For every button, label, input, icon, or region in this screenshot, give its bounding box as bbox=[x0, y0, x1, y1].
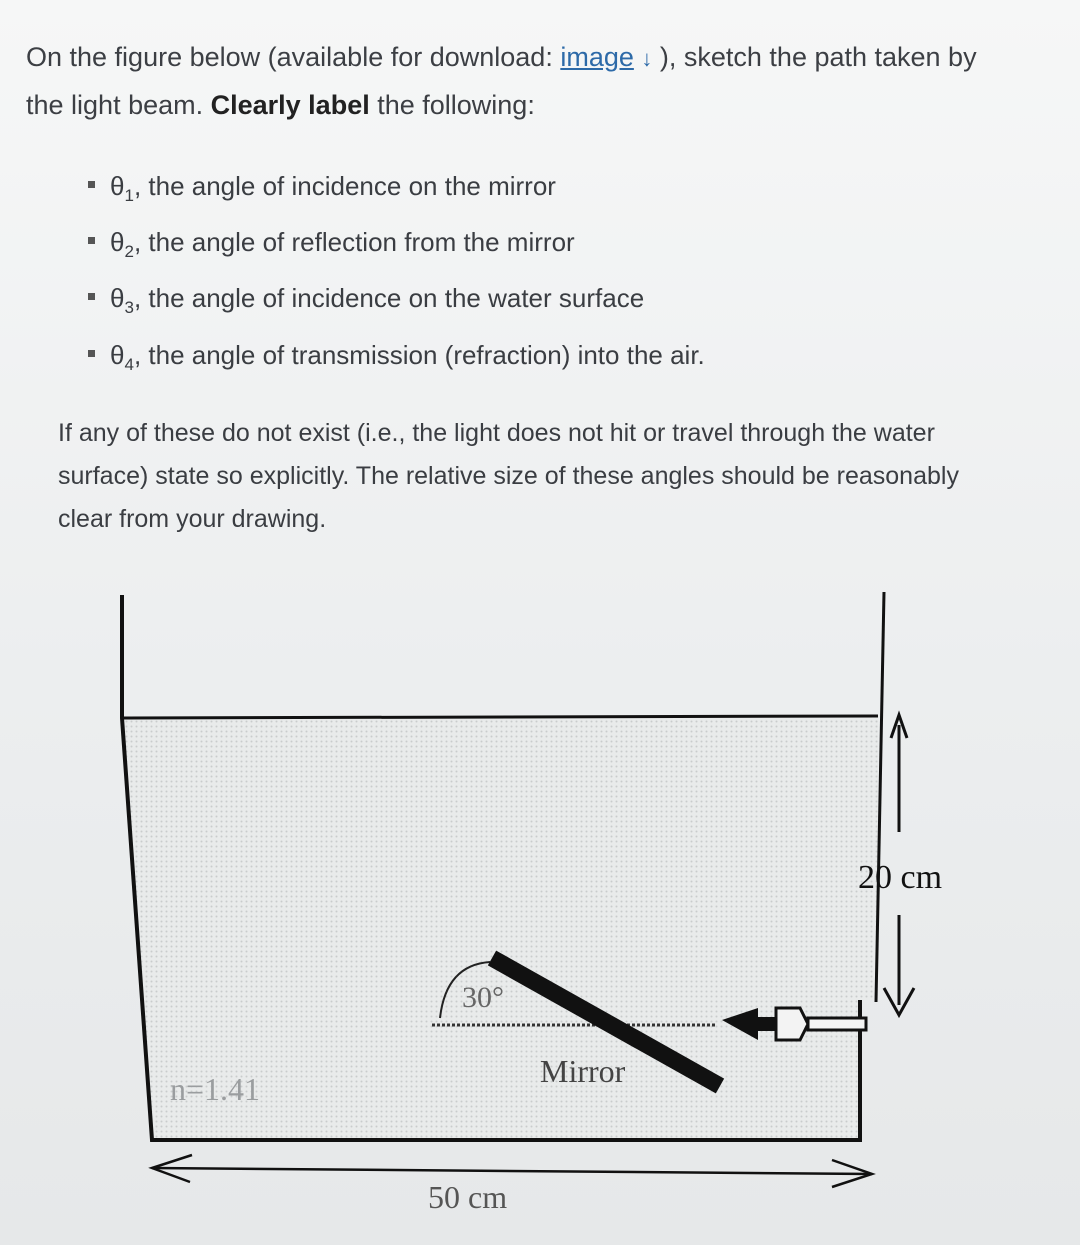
water-surface bbox=[122, 716, 878, 718]
width-arrow bbox=[152, 1168, 872, 1174]
intro-paragraph bbox=[26, 34, 1036, 129]
refractive-index-label: n=1.41 bbox=[170, 1071, 261, 1107]
intro-text-cont: ), sketch the path taken by bbox=[652, 42, 977, 72]
list-item: $\theta_4$, the angle of transmission (refraction) into the air. bbox=[88, 332, 705, 388]
instruction-note: If any of these do not exist (i.e., the light does not hit or travel through the water surface) state so explicitly. The relative size of these angles should be reasonably clear from your drawing. bbox=[58, 419, 959, 533]
tank-figure bbox=[0, 570, 1080, 1230]
list-item: $\theta_2$, the angle of reflection from the mirror bbox=[88, 219, 705, 275]
list-item: $\theta_1$, the angle of incidence on the mirror bbox=[88, 163, 705, 219]
intro-text: On the figure below (available for download: bbox=[26, 42, 561, 72]
bullet-icon bbox=[88, 293, 95, 300]
flashlight-body bbox=[756, 1017, 776, 1031]
width-label: 50 cm bbox=[428, 1179, 508, 1215]
flashlight-handle bbox=[808, 1018, 866, 1030]
intro-line2-end: the following: bbox=[369, 90, 535, 120]
list-item: $\theta_3$, the angle of incidence on the water surface bbox=[88, 275, 705, 331]
download-arrow-icon[interactable]: ↓ bbox=[641, 46, 653, 71]
height-label: 20 cm bbox=[858, 859, 943, 896]
bullet-icon bbox=[88, 237, 95, 244]
angle-label: 30° bbox=[462, 981, 504, 1014]
bullet-icon bbox=[88, 181, 95, 188]
image-download-link[interactable]: image bbox=[560, 42, 634, 72]
bullet-icon bbox=[88, 350, 95, 357]
intro-line2: the light beam. bbox=[26, 90, 211, 120]
flashlight-icon bbox=[776, 1008, 808, 1040]
mirror-label: Mirror bbox=[540, 1053, 626, 1089]
intro-bold: Clearly label bbox=[210, 90, 370, 120]
label-list bbox=[88, 163, 705, 388]
